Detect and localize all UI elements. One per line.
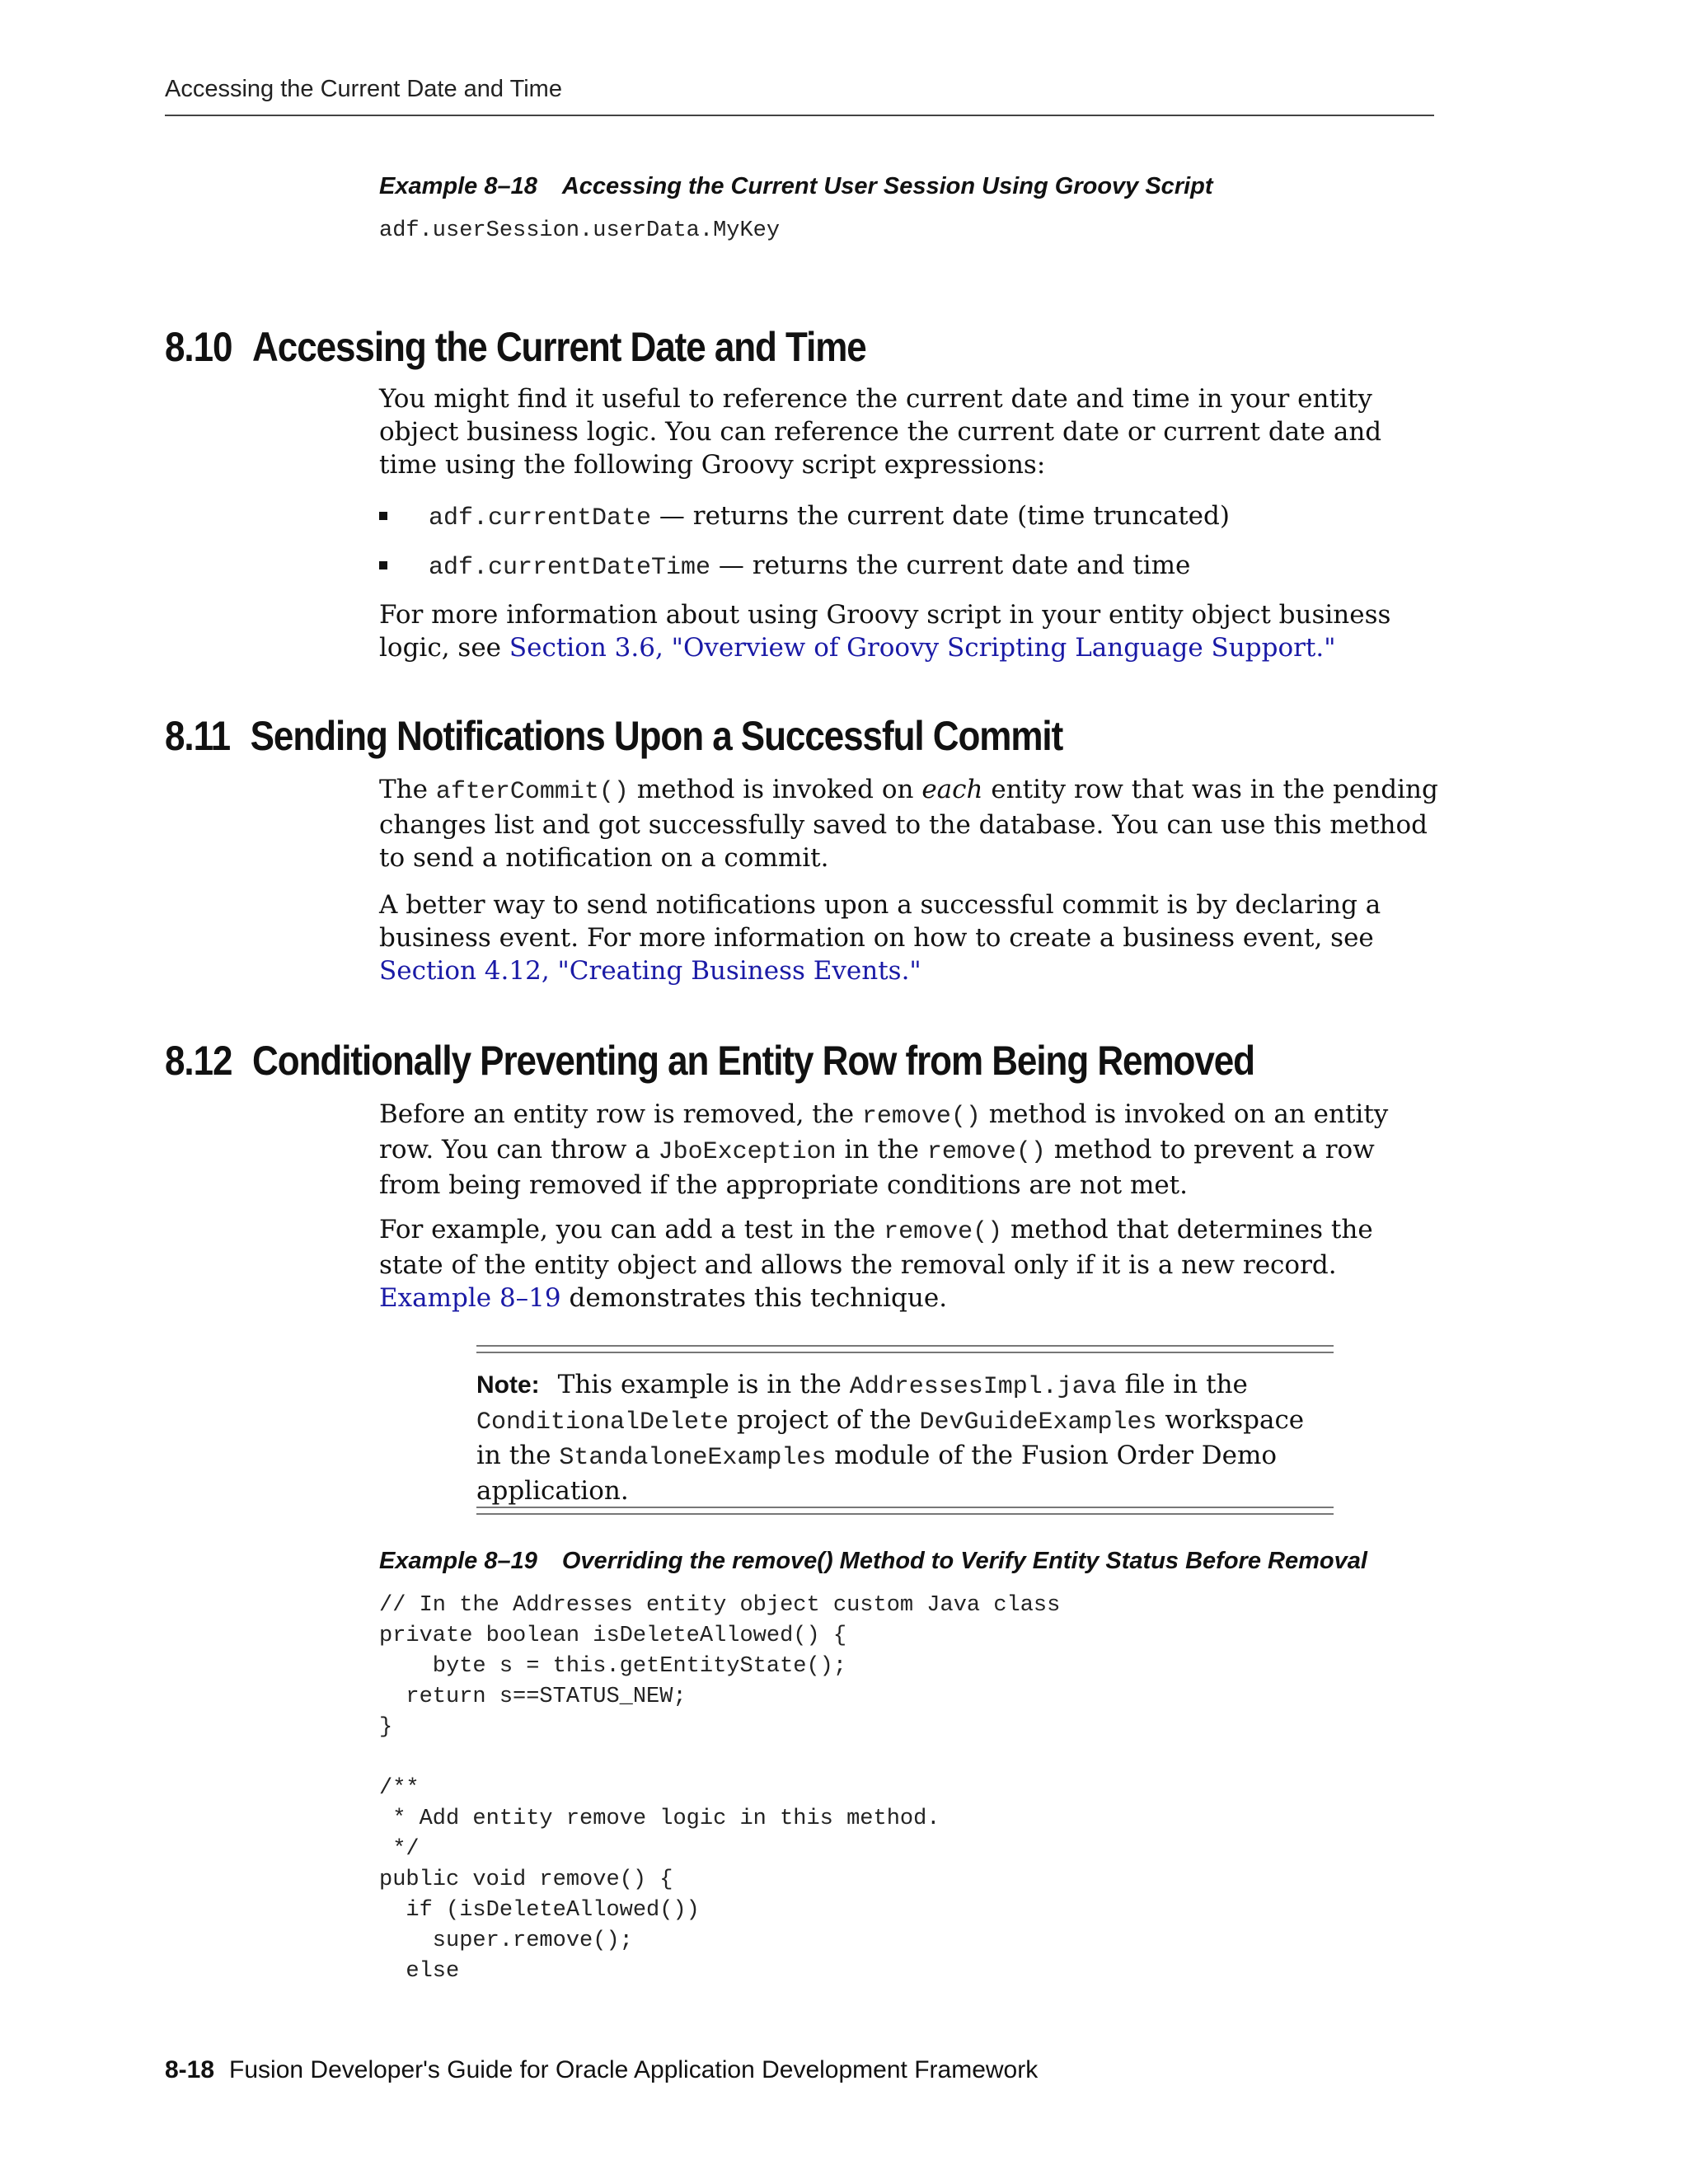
example-title: Overriding the remove() Method to Verify Entity Status Before Removal xyxy=(561,1548,1367,1574)
note-top-rule xyxy=(476,1345,1334,1347)
example-8-18-code: adf.userSession.userData.MyKey xyxy=(379,218,781,243)
inline-code: JboException xyxy=(658,1138,837,1166)
section-8-11-heading xyxy=(165,712,1062,760)
note-text xyxy=(476,1368,1334,1507)
para-text: method to prevent a row from being removed if the appropriate conditions are not met. xyxy=(379,1135,1375,1200)
section-8-10-heading xyxy=(165,323,866,371)
section-8-10-intro: You might find it useful to reference the current date and time in your entity object business logic. You can reference the current date or current date and time using the following Groovy script expressions: xyxy=(379,384,1382,480)
para-text: method is invoked on xyxy=(628,775,922,804)
note-bottom-rule xyxy=(476,1507,1334,1508)
note-bottom-rule xyxy=(476,1513,1334,1515)
para-text: The xyxy=(379,775,436,804)
bullet-text: — returns the current date and time xyxy=(710,551,1191,580)
section-title: Accessing the Current Date and Time xyxy=(252,324,866,370)
bullet-code: adf.currentDateTime xyxy=(429,554,711,582)
inline-code: ConditionalDelete xyxy=(476,1408,729,1436)
inline-code: StandaloneExamples xyxy=(559,1444,827,1472)
bullet-square xyxy=(379,512,387,520)
emphasis: each xyxy=(921,775,983,804)
para-text: For example, you can add a test in the xyxy=(379,1215,884,1244)
note-box xyxy=(476,1345,1334,1518)
example-8-18-caption xyxy=(379,173,1213,200)
book-title: Fusion Developer's Guide for Oracle Application Development Framework xyxy=(229,2056,1039,2083)
example-title: Accessing the Current User Session Using Groovy Script xyxy=(561,173,1213,199)
header-rule xyxy=(165,115,1434,116)
example-number: Example 8–18 xyxy=(379,173,537,199)
note-part: workspace in the xyxy=(476,1405,1305,1470)
section-8-12-heading xyxy=(165,1037,1254,1085)
link-section-4-12[interactable]: Section 4.12, "Creating Business Events." xyxy=(379,956,921,986)
para-text: in the xyxy=(836,1135,927,1165)
bullet-text: — returns the current date (time truncated) xyxy=(651,501,1230,531)
inline-code: remove() xyxy=(926,1138,1046,1166)
para-text: demonstrates this technique. xyxy=(560,1283,948,1313)
bullet-code: adf.currentDate xyxy=(429,504,652,532)
section-8-11-para-2 xyxy=(379,888,1442,987)
page-number: 8-18 xyxy=(165,2056,215,2083)
note-part: file in the xyxy=(1116,1370,1248,1399)
para-text: method that determines the state of the entity object and allows the removal only if it is a new record. xyxy=(379,1215,1373,1280)
note-part: module of the Fusion Order Demo application. xyxy=(476,1441,1278,1506)
more-info-text: For more information about using Groovy script in your entity object business logic, see xyxy=(379,600,1391,663)
section-8-12-para-1 xyxy=(379,1098,1442,1202)
note-top-rule xyxy=(476,1352,1334,1353)
section-number: 8.10 xyxy=(165,324,232,370)
inline-code: remove() xyxy=(861,1103,981,1131)
note-part: project of the xyxy=(729,1405,920,1435)
section-8-11-para-1 xyxy=(379,773,1442,874)
para-text: A better way to send notifications upon a successful commit is by declaring a business event. For more information on how to create a business event, see xyxy=(379,890,1381,953)
inline-code: DevGuideExamples xyxy=(919,1408,1157,1436)
link-example-8-19[interactable]: Example 8–19 xyxy=(379,1283,561,1313)
section-number: 8.11 xyxy=(165,713,230,759)
section-title: Conditionally Preventing an Entity Row from Being Removed xyxy=(252,1038,1254,1084)
running-header: Accessing the Current Date and Time xyxy=(165,76,562,102)
section-8-10-more-info xyxy=(379,598,1442,664)
note-part: This example is in the xyxy=(557,1370,850,1399)
para-text: method is invoked on an entity row. You can throw a xyxy=(379,1099,1389,1165)
example-8-19-code: // In the Addresses entity object custom Java class private boolean isDeleteAllowed() { byte s = this.getEntityState(); return s==STATUS_NEW; } /** * Add entity remove logic in this method. */ public void remove() { if (isDeleteAllowed()) super.remove(); else xyxy=(379,1593,1061,1984)
bullet-square xyxy=(379,561,387,569)
inline-code: AddressesImpl.java xyxy=(849,1373,1117,1401)
section-8-12-para-2 xyxy=(379,1213,1442,1315)
example-8-19-caption xyxy=(379,1548,1367,1575)
page-footer xyxy=(165,2056,1038,2084)
inline-code: remove() xyxy=(884,1218,1003,1246)
example-number: Example 8–19 xyxy=(379,1548,537,1574)
para-text: entity row that was in the pending changes list and got successfully saved to the database. You can use this method to send a notification on a commit. xyxy=(379,775,1438,873)
para-text: Before an entity row is removed, the xyxy=(379,1099,862,1129)
link-section-3-6[interactable]: Section 3.6, "Overview of Groovy Scripting Language Support." xyxy=(509,633,1336,663)
inline-code: afterCommit() xyxy=(435,778,629,806)
section-title: Sending Notifications Upon a Successful Commit xyxy=(250,713,1063,759)
section-number: 8.12 xyxy=(165,1038,232,1084)
note-label: Note: xyxy=(476,1371,540,1399)
